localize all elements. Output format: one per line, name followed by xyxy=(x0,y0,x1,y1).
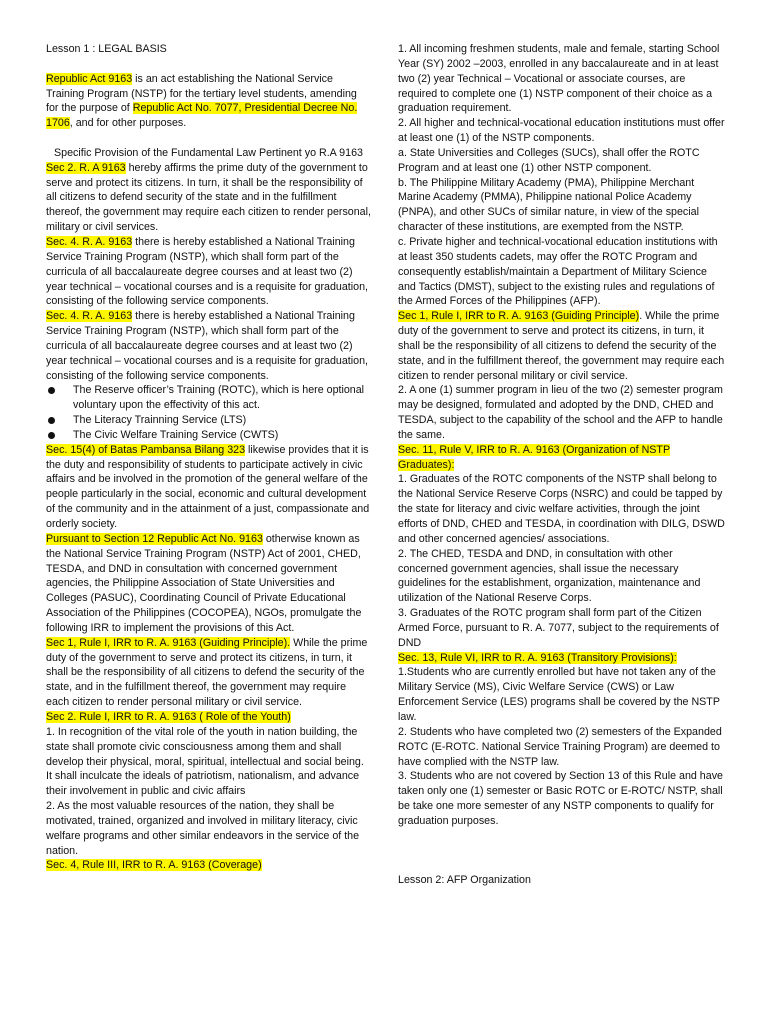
pursuant-paragraph: Pursuant to Section 12 Republic Act No. 9163 otherwise known as the National Service Training Program (NSTP) Act of 2001, CHED, TESDA, and DND in consultation with concerned government agencies, the Philippine Association of State Universities and Colleges (PASUC), Coordinating Council of Private Educational Association of the Philippines (COCOPEA), NGOs, promulgate the following IRR to implement the provisions of this Act. xyxy=(46,532,362,634)
sec11-item-2: 2. The CHED, TESDA and DND, in consultation with other concerned government agencies, shall issue the necessary guidelines for the establishment, organization, maintenance and utilization of the National Reserve Corps. xyxy=(398,547,701,605)
highlight-guiding-principle-right: Sec 1, Rule I, IRR to R. A. 9163 (Guiding Principle) xyxy=(398,310,640,323)
highlight-ra-9163: Republic Act 9163 xyxy=(46,72,133,85)
highlight-pursuant: Pursuant to Section 12 Republic Act No. 9163 xyxy=(46,532,263,545)
highlight-role-of-youth: Sec 2. Rule I, IRR to R. A. 9163 ( Role of the Youth) xyxy=(46,710,291,723)
highlight-sec4-repeat: Sec. 4. R. A. 9163 xyxy=(46,310,133,323)
specific-provision-heading: Specific Provision of the Fundamental Law Pertinent yo R.A 9163 xyxy=(54,146,363,159)
highlight-coverage: Sec. 4, Rule III, IRR to R. A. 9163 (Coverage) xyxy=(46,859,262,872)
right-column xyxy=(398,42,725,888)
highlight-sec2: Sec 2. R. A 9163 xyxy=(46,161,126,174)
coverage-heading xyxy=(46,858,371,873)
left-column xyxy=(46,42,371,873)
sec15-paragraph: Sec. 15(4) of Batas Pambansa Bilang 323 likewise provides that it is the duty and responsibility of students to participate actively in civic affairs and be involved in the promotion of the general welfare of the people particularly in the social, economic and cultural development of the community and in the attainment of a just, compassionate and orderly society. xyxy=(46,443,370,530)
sec11-item-3: 3. Graduates of the ROTC program shall form part of the Citizen Armed Force, pursuant to R. A. 7077, subject to the requirements of DND xyxy=(398,607,719,649)
guiding-principle-paragraph: Sec 1, Rule I, IRR to R. A. 9163 (Guiding Principle). While the prime duty of the government to serve and protect its citizens, in turn, it shall be the responsibility of all citizens to defend the security of the state, and in the fulfillment thereof, the government may require each citizen to render personal military or civil service. xyxy=(46,636,368,709)
coverage-item-c: c. Private higher and technical-vocational education institutions with at least 350 students cadets, may offer the ROTC Program and consequently establish/maintain a Department of Military Science and Tactics (DMST), subject to the existing rules and regulations of the Armed Forces of the Philippines (AFP). xyxy=(398,235,718,308)
youth-item-1: 1. In recognition of the vital role of the youth in nation building, the state shall promote civic consciousness among them and shall develop their physical, moral, spiritual, intellectual and social being. It shall inculcate the ideals of patriotism, nationalism, and advance their involvement in public and civic affairs xyxy=(46,725,364,798)
coverage-item-a: a. State Universities and Colleges (SUCs), shall offer the ROTC Program and at least one (1) other NSTP component. xyxy=(398,146,700,174)
youth-item-2: 2. As the most valuable resources of the nation, they shall be motivated, trained, organized and involved in military literacy, civic welfare programs and other similar endeavors in the service of the nation. xyxy=(46,800,360,857)
lesson2-title: Lesson 2: AFP Organization xyxy=(398,874,531,887)
list-item: The Reserve officer’s Training (ROTC), which is here optional voluntary upon the effectivity of this act. xyxy=(46,383,371,413)
sec2-paragraph: Sec 2. R. A 9163 hereby affirms the prime duty of the government to serve and protect its citizens. In turn, it shall be the responsibility of all citizens to defend security of the state and in the fulfillment thereof, the government may require each citizen to render personal, military or civil services. xyxy=(46,161,371,234)
coverage-item-b: b. The Philippine Military Academy (PMA), Philippine Merchant Marine Academy (PMMA), Philippine national Police Academy (PNPA), and other SUCs of similar nature, in view of the special character of these institutions, are exempted from the NSTP. xyxy=(398,176,699,234)
sec13-item-2: 2. Students who have completed two (2) semesters of the Expanded ROTC (E-ROTC. National Service Training Program) are deemed to have complied with the NSTP law. xyxy=(398,725,722,768)
highlight-sec13: Sec. 13, Rule VI, IRR to R. A. 9163 (Transitory Provisions): xyxy=(398,651,677,664)
lesson-title: Lesson 1 : LEGAL BASIS xyxy=(46,43,167,55)
highlight-sec11: Sec. 11, Rule V, IRR to R. A. 9163 (Organization of NSTP Graduates): xyxy=(398,443,671,471)
summer-program-item: 2. A one (1) summer program in lieu of the two (2) semester program may be designed, formulated and adopted by the DND, CHED and TESDA, subject to the capability of the school and the AFP to handle the same. xyxy=(398,384,723,441)
sec11-heading xyxy=(398,443,725,473)
intro-paragraph: Republic Act 9163 is an act establishing the National Service Training Program (NSTP) for the tertiary level students, amending for the purpose of Republic Act No. 7077, Presidential Decree No. 1706, and for other purposes. xyxy=(46,72,358,130)
sec13-item-1: 1.Students who are currently enrolled but have not taken any of the Military Service (MS), Civic Welfare Service (CWS) or Law Enforcement Service (LES) programs shall be covered by the NSTP law. xyxy=(398,666,720,723)
list-item: The Civic Welfare Training Service (CWTS) xyxy=(46,428,371,443)
highlight-ra-7077: Republic Act No. 7077, Presidential Decree No. 1706 xyxy=(46,102,358,130)
highlight-sec4: Sec. 4. R. A. 9163 xyxy=(46,235,133,248)
list-item: The Literacy Trainning Service (LTS) xyxy=(46,413,371,428)
guiding-principle-paragraph-right: Sec 1, Rule I, IRR to R. A. 9163 (Guiding Principle). While the prime duty of the government to serve and protect its citizens, in turn, it shall be the responsibility of all citizens to defend the security of the state, and in the fulfillment thereof, the government may require each citizen to render personal military or civil service. xyxy=(398,310,725,382)
sec13-item-3: 3. Students who are not covered by Section 13 of this Rule and have taken only one (1) semester or Basic ROTC or E-ROTC/ NSTP, shall be take one more semester of any NSTP components to qualify for graduation purposes. xyxy=(398,770,723,827)
service-components-list xyxy=(46,383,371,442)
coverage-item-2: 2. All higher and technical-vocational education institutions must offer at least one (1) of the NSTP components. xyxy=(398,117,725,145)
highlight-sec15: Sec. 15(4) of Batas Pambansa Bilang 323 xyxy=(46,443,246,456)
role-of-youth-heading xyxy=(46,710,371,725)
highlight-guiding-principle: Sec 1, Rule I, IRR to R. A. 9163 (Guiding Principle). xyxy=(46,636,291,649)
sec13-heading xyxy=(398,651,725,666)
sec4-paragraph: Sec. 4. R. A. 9163 there is hereby established a National Training Service Training Program (NSTP), which shall form part of the curricula of all baccalaureate degree courses and at least two (2) year technical – vocational courses and is a requisite for graduation, consisting of the following service components. xyxy=(46,235,368,308)
sec4-paragraph-repeat: Sec. 4. R. A. 9163 there is hereby established a National Training Service Training Program (NSTP), which shall form part of the curricula of all baccalaureate degree courses and at least two (2) year technical – vocational courses and is a requisite for graduation, consisting of the following service components. xyxy=(46,310,368,382)
sec11-item-1: 1. Graduates of the ROTC components of the NSTP shall belong to the National Service Reserve Corps (NSRC) and could be tapped by the state for literacy and civic welfare activities, through the joint efforts of DND, CHED and TESDA, in coordination with DILG, DSWD and other concerned agencies/ associations. xyxy=(398,473,725,545)
coverage-item-1: 1. All incoming freshmen students, male and female, starting School Year (SY) 2002 –2003, enrolled in any baccalaureate and in at least two (2) year Technical – Vocational or associate courses, are required to complete one (1) NSTP component of their choice as a graduation requirement. xyxy=(398,43,720,115)
